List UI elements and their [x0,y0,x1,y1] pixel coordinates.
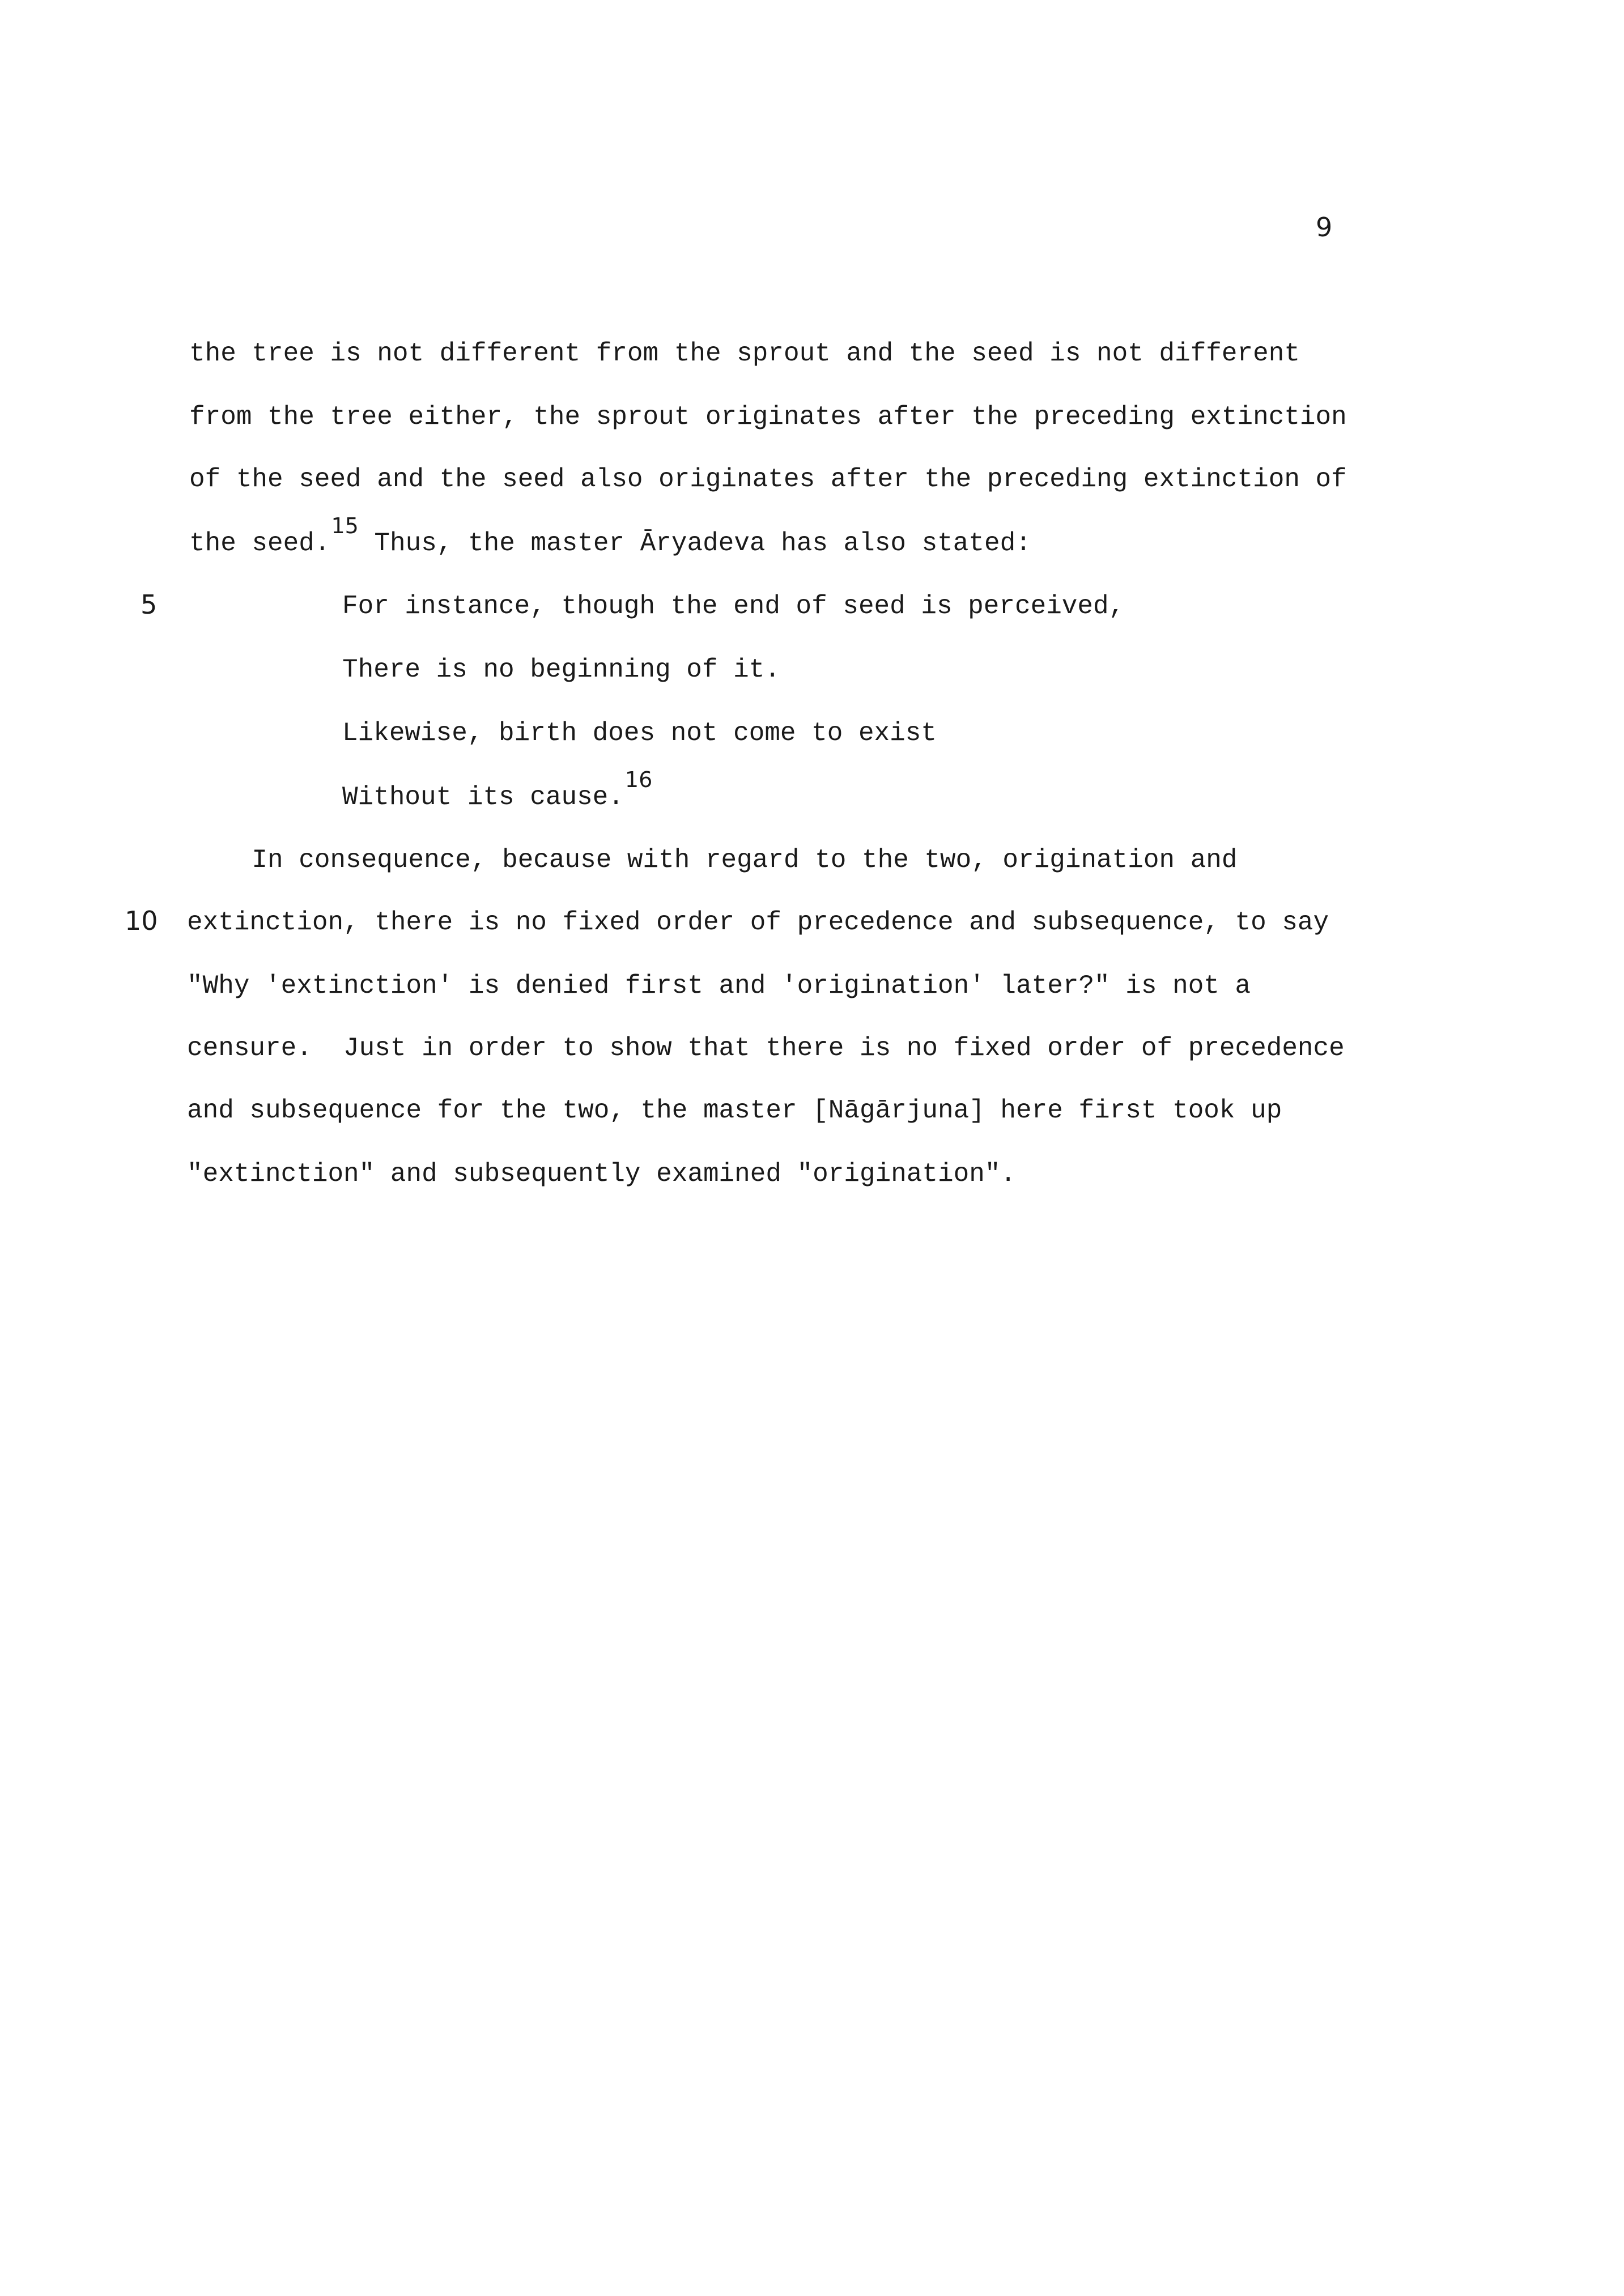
text-line: from the tree either, the sprout originates after the preceding extinction [189,402,1347,432]
page-number: 9 [1316,212,1333,243]
text-line: "extinction" and subsequently examined "origination". [187,1159,1017,1189]
text-fragment: the seed. [189,529,330,558]
footnote-marker: 15 [331,513,359,538]
text-line: censure. Just in order to show that there is no fixed order of precedence [187,1034,1345,1063]
quote-line: Likewise, birth does not come to exist [342,718,937,748]
text-fragment: Thus, the master Āryadeva has also stated: [358,529,1031,558]
text-line: "Why 'extinction' is denied first and 'origination' later?" is not a [187,971,1251,1001]
line-number-5: 5 [141,589,158,620]
text-line: In consequence, because with regard to the two, origination and [189,845,1238,875]
text-line [189,513,1031,560]
text-line: and subsequence for the two, the master [Nāgārjuna] here first took up [187,1096,1282,1125]
text-line: extinction, there is no fixed order of precedence and subsequence, to say [187,908,1329,937]
quote-line: There is no beginning of it. [342,655,780,684]
quote-line [342,767,653,814]
text-line: the tree is not different from the sprout and the seed is not different [189,339,1300,368]
line-number-10: 10 [125,905,158,936]
quote-line: For instance, though the end of seed is perceived, [342,592,1125,621]
footnote-marker: 16 [624,767,653,792]
text-fragment: Without its cause. [342,783,624,812]
text-line: of the seed and the seed also originates after the preceding extinction of [189,465,1347,494]
